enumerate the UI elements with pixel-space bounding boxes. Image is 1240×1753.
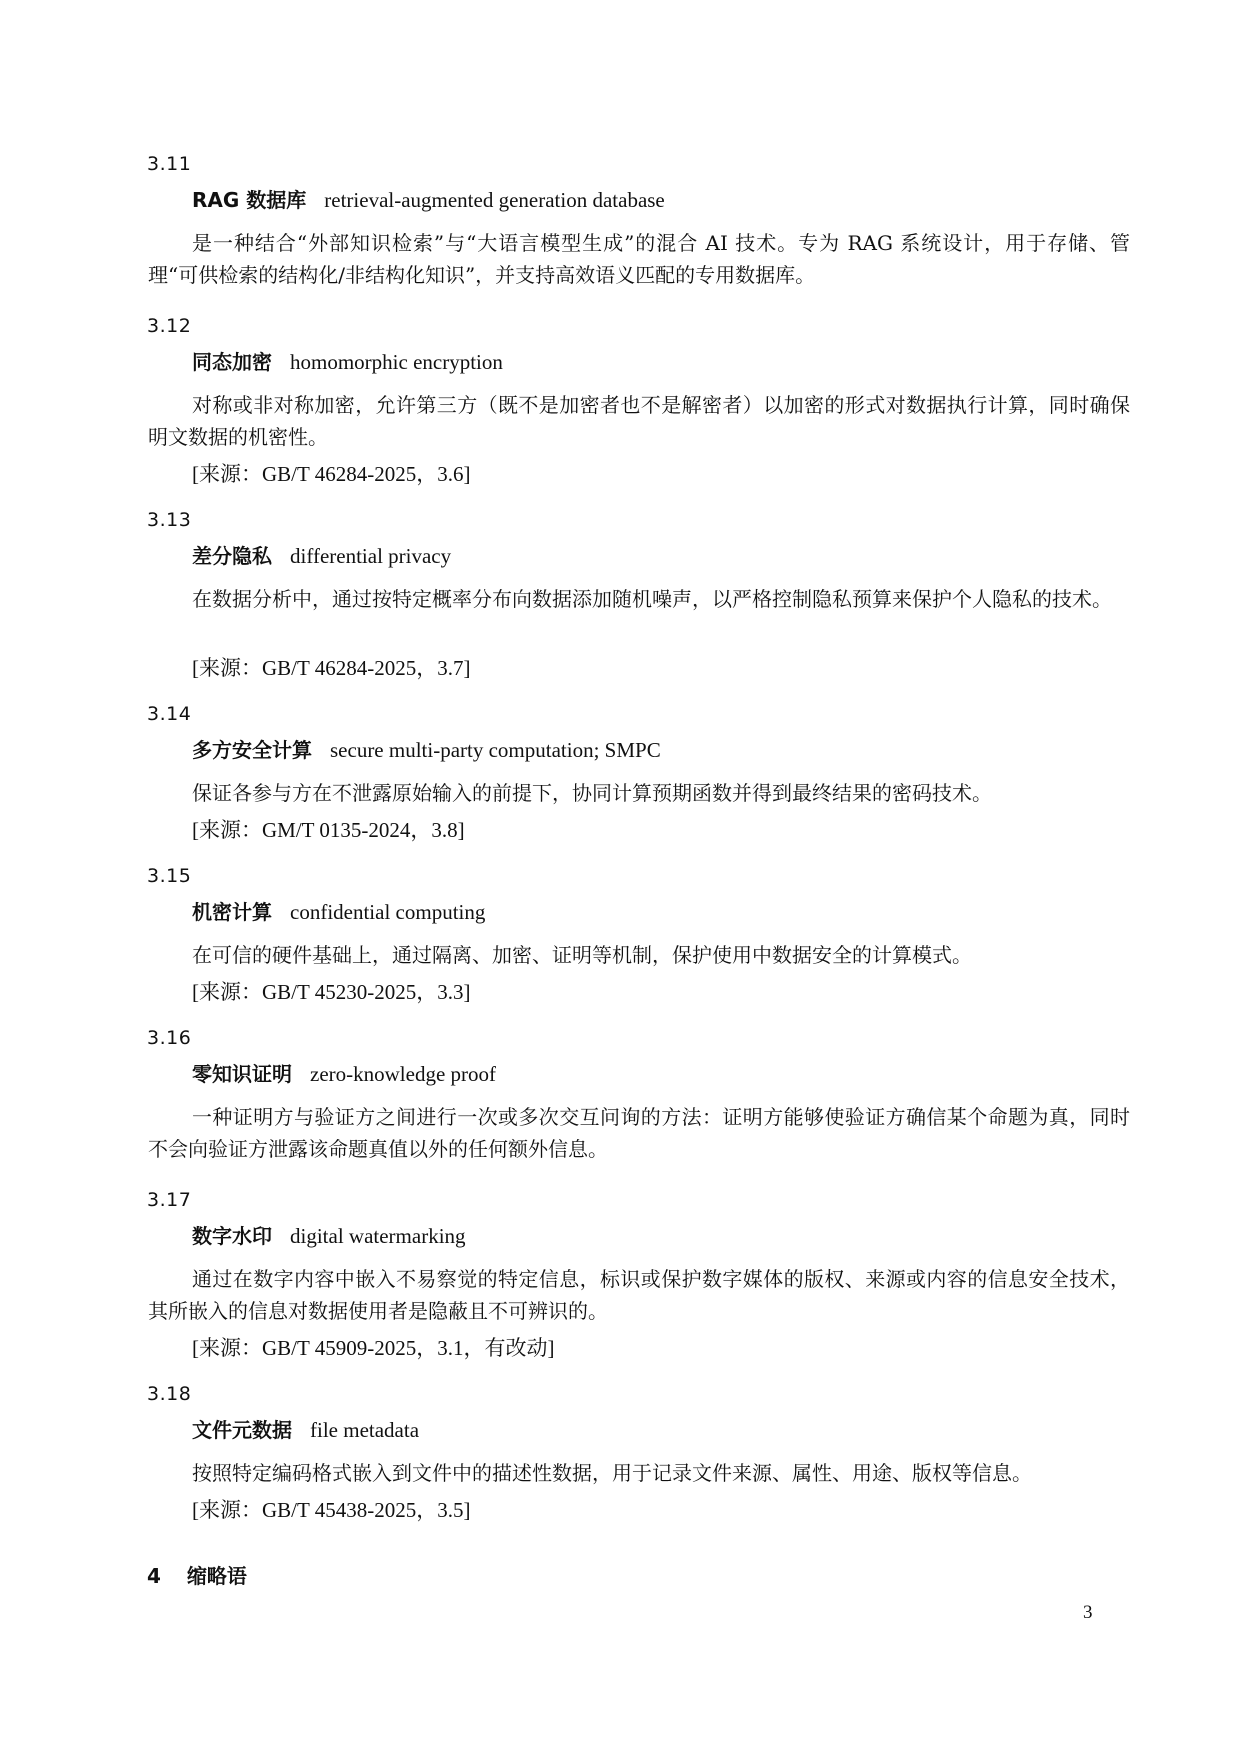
term-english: secure multi-party computation; SMPC xyxy=(330,738,661,762)
section-heading xyxy=(147,1560,247,1589)
clause-number: 3.16 xyxy=(147,1027,192,1049)
term-source: [来源：GB/T 45230-2025，3.3] xyxy=(192,980,471,1004)
term-heading xyxy=(192,1220,466,1249)
term-english: zero-knowledge proof xyxy=(310,1062,497,1086)
section-title: 缩略语 xyxy=(186,1564,247,1588)
term-source: [来源：GB/T 46284-2025，3.6] xyxy=(192,462,471,486)
term-definition: 在数据分析中，通过按特定概率分布向数据添加随机噪声，以严格控制隐私预算来保护个人隐私的技术。 xyxy=(192,587,1112,611)
term-heading xyxy=(192,1414,419,1443)
term-definition: 对称或非对称加密，允许第三方（既不是加密者也不是解密者）以加密的形式对数据执行计算，同时确保明文数据的机密性。 xyxy=(148,393,1130,449)
clause-number: 3.13 xyxy=(147,509,192,531)
term-definition: 通过在数字内容中嵌入不易察觉的特定信息，标识或保护数字媒体的版权、来源或内容的信息安全技术，其所嵌入的信息对数据使用者是隐蔽且不可辨识的。 xyxy=(148,1267,1130,1323)
term-chinese: 数字水印 xyxy=(192,1224,272,1248)
term-chinese: RAG 数据库 xyxy=(192,188,307,212)
term-source: [来源：GB/T 45909-2025，3.1，有改动] xyxy=(192,1336,555,1360)
term-chinese: 机密计算 xyxy=(192,900,272,924)
term-heading xyxy=(192,540,451,569)
term-english: retrieval-augmented generation database xyxy=(324,188,665,212)
term-english: digital watermarking xyxy=(290,1224,466,1248)
term-english: homomorphic encryption xyxy=(290,350,503,374)
term-source: [来源：GM/T 0135-2024，3.8] xyxy=(192,818,465,842)
term-chinese: 差分隐私 xyxy=(192,544,272,568)
term-source: [来源：GB/T 45438-2025，3.5] xyxy=(192,1498,471,1522)
term-definition: 是一种结合“外部知识检索”与“大语言模型生成”的混合 AI 技术。专为 RAG 系统设计，用于存储、管理“可供检索的结构化/非结构化知识”，并支持高效语义匹配的专用数据库。 xyxy=(148,231,1130,287)
page-number: 3 xyxy=(1083,1602,1093,1623)
term-heading xyxy=(192,1058,496,1087)
term-chinese: 多方安全计算 xyxy=(192,738,312,762)
term-heading xyxy=(192,184,665,213)
term-heading xyxy=(192,734,661,763)
term-definition: 在可信的硬件基础上，通过隔离、加密、证明等机制，保护使用中数据安全的计算模式。 xyxy=(192,943,972,967)
term-source: [来源：GB/T 46284-2025，3.7] xyxy=(192,656,471,680)
term-definition: 保证各参与方在不泄露原始输入的前提下，协同计算预期函数并得到最终结果的密码技术。 xyxy=(192,781,992,805)
term-english: file metadata xyxy=(310,1418,420,1442)
term-chinese: 零知识证明 xyxy=(192,1062,292,1086)
clause-number: 3.18 xyxy=(147,1383,192,1405)
term-english: differential privacy xyxy=(290,544,452,568)
clause-number: 3.14 xyxy=(147,703,192,725)
term-heading xyxy=(192,346,503,375)
term-chinese: 文件元数据 xyxy=(192,1418,292,1442)
term-definition: 按照特定编码格式嵌入到文件中的描述性数据，用于记录文件来源、属性、用途、版权等信息。 xyxy=(192,1461,1032,1485)
clause-number: 3.12 xyxy=(147,315,192,337)
clause-number: 3.15 xyxy=(147,865,192,887)
section-number: 4 xyxy=(147,1564,161,1588)
term-definition: 一种证明方与验证方之间进行一次或多次交互问询的方法：证明方能够使验证方确信某个命题为真，同时不会向验证方泄露该命题真值以外的任何额外信息。 xyxy=(148,1105,1130,1161)
clause-number: 3.11 xyxy=(147,153,192,175)
term-english: confidential computing xyxy=(290,900,486,924)
term-heading xyxy=(192,896,485,925)
term-chinese: 同态加密 xyxy=(192,350,272,374)
clause-number: 3.17 xyxy=(147,1189,192,1211)
